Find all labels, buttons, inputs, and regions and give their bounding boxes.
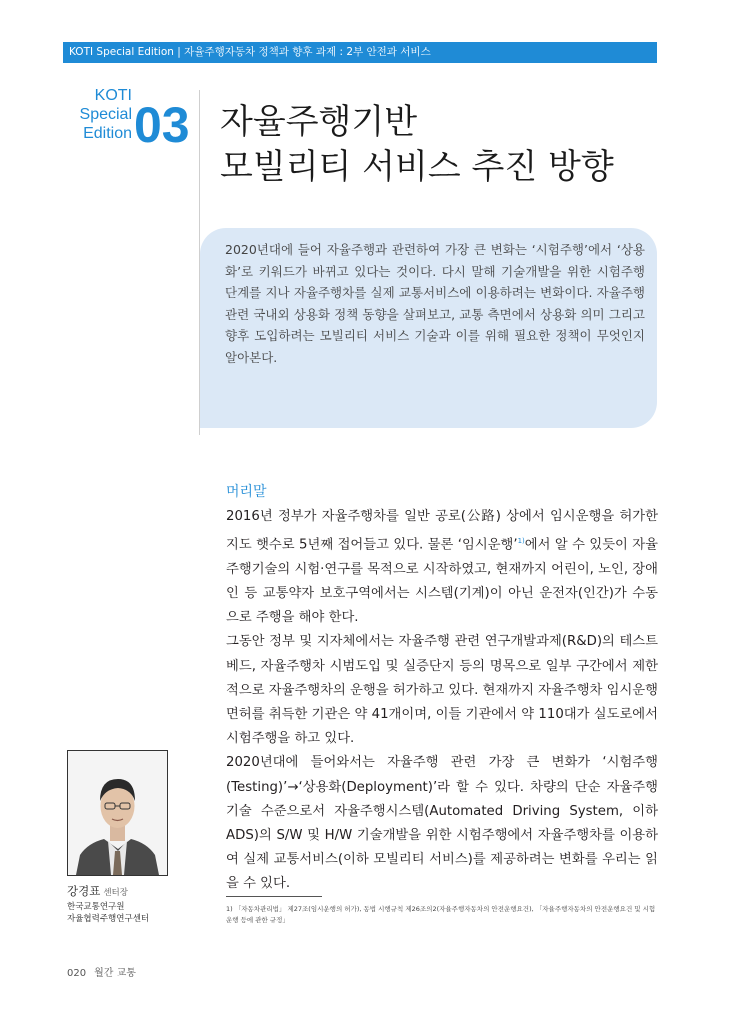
body-text: [226, 505, 658, 897]
edition-line-1: KOTI: [94, 87, 132, 104]
title-line-1: 자율주행기반: [220, 102, 418, 142]
author-portrait-image: [68, 751, 167, 875]
edition-line-2: Special: [79, 106, 132, 123]
edition-line-3: Edition: [83, 125, 132, 142]
section-heading: 머리말: [226, 484, 267, 500]
title-line-2: 모빌리티 서비스 추진 방향: [220, 147, 614, 187]
paragraph-1: [226, 505, 658, 630]
edition-number: 03: [134, 97, 190, 153]
footnote-rule: [226, 896, 322, 897]
author-affiliation-1: 한국교통연구원: [67, 902, 125, 912]
page-footer: [67, 964, 136, 979]
paragraph-3: 2020년대에 들어와서는 자율주행 관련 가장 큰 변화가 ‘시험주행(Testing)’→‘상용화(Deployment)’라 할 수 있다. 차량의 단순 자율주행기술 수준으로서 자율주행시스템(Automated Driving System, 이하 ADS)의 S/W 및 H/W 기술개발을 위한 시험주행에서 자율주행차를 이용하여 실제 교통서비스(이하 모빌리티 서비스)를 제공하려는 변화를 우리는 읽을 수 있다.: [226, 755, 658, 892]
author-photo: [67, 750, 168, 876]
edition-label: [66, 86, 132, 143]
author-block: [67, 883, 197, 925]
footnote: 1) 「자동차관리법」 제27조(임시운행의 허가), 동법 시행규칙 제26조의2(자율주행자동차의 안전운행요건), 「자율주행자동차의 안전운행요건 및 시험운행 등에 관한 규정」: [226, 905, 656, 924]
page-number: 020: [67, 968, 87, 979]
author-name-line: [67, 883, 197, 901]
footnote-marker: 1): [517, 537, 525, 546]
author-affiliation-2: 자율협력주행연구센터: [67, 914, 150, 924]
paragraph-1-part-a: 2016년 정부가 자율주행차를 일반 공로(公路) 상에서 임시운행을 허가한 지도 햇수로 5년째 접어들고 있다. 물론 ‘임시운행’: [226, 509, 658, 553]
author-name: 강경표: [67, 884, 101, 898]
running-header: KOTI Special Edition | 자율주행자동차 정책과 향후 과제 : 2부 안전과 서비스: [63, 42, 657, 63]
author-title: 센터장: [103, 888, 128, 898]
article-title: [220, 100, 614, 190]
paragraph-1-part-b: 에서 알 수 있듯이 자율주행기술의 시험·연구를 목적으로 시작하였고, 현재까지 어린이, 노인, 장애인 등 교통약자 보호구역에서는 시스템(기계)이 아닌 운전자(인간)가 수동으로 주행을 해야 한다.: [226, 537, 658, 626]
magazine-name: 월간 교통: [94, 968, 136, 979]
paragraph-2: 그동안 정부 및 지자체에서는 자율주행 관련 연구개발과제(R&D)의 테스트베드, 자율주행차 시범도입 및 실증단지 등의 명목으로 일부 구간에서 제한적으로 자율주행차의 운행을 허가하고 있다. 현재까지 자율주행차 임시운행면허를 취득한 기관은 약 41개이며, 이들 기관에서 약 110대가 실도로에서 시험주행을 하고 있다.: [226, 634, 659, 747]
summary-text: 2020년대에 들어 자율주행과 관련하여 가장 큰 변화는 ‘시험주행’에서 ‘상용화’로 키워드가 바뀌고 있다는 것이다. 다시 말해 기술개발을 위한 시험주행 단계를 지나 자율주행차를 실제 교통서비스에 이용하려는 변화이다. 자율주행 관련 국내외 상용화 정책 동향을 살펴보고, 교통 측면에서 상용화 의미 그리고 향후 도입하려는 모빌리티 서비스 기술과 이를 위해 필요한 정책이 무엇인지 알아본다.: [225, 242, 645, 365]
